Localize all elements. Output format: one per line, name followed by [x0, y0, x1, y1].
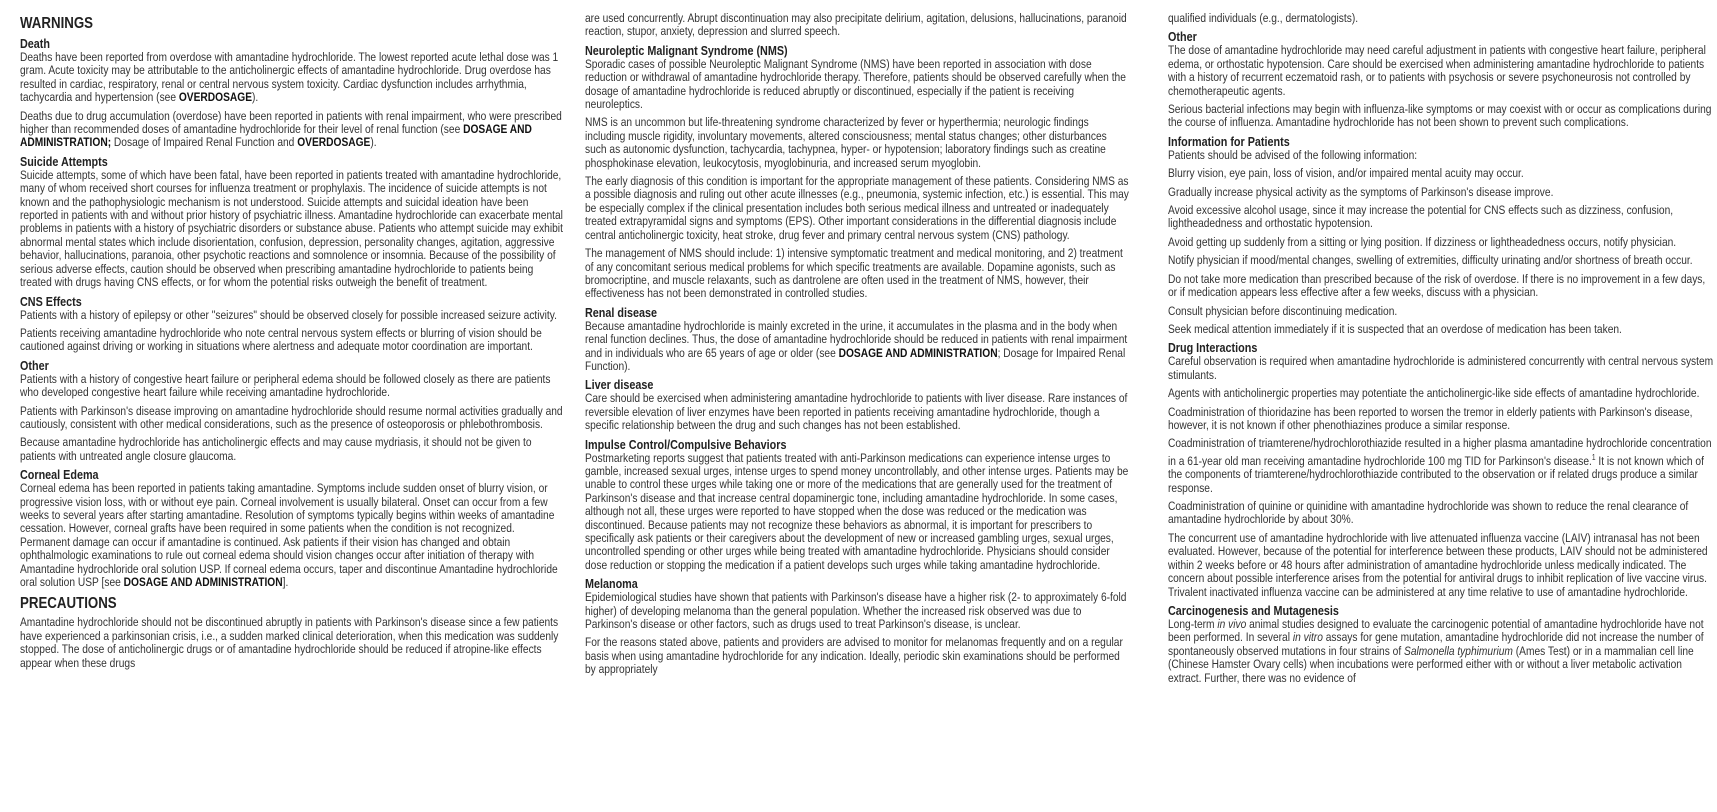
renal-heading: Renal disease [585, 304, 657, 320]
drug-paragraph-3: Coadministration of thioridazine has been reported to worsen the tremor in elderly patients with Parkinson's disease, however, it is not known if other phenothiazines produce a similar response. [1168, 404, 1693, 432]
info-paragraph-2: Gradually increase physical activity as the symptoms of Parkinson's disease improve. [1168, 184, 1554, 199]
carc-italic-3: Salmonella typhimurium [1404, 643, 1513, 658]
precautions-paragraph: Amantadine hydrochloride should not be discontinued abruptly in patients with Parkinson's disease since a few patients have experienced a parkinsonian crisis, i.e., a sudden marked clinical deterioration, when this medication was suddenly stopped. The dose of anticholinergic drugs or of amantadine hydrochloride should be reduced if atropine-like effects appear when these drugs [20, 615, 559, 670]
impulse-heading: Impulse Control/Compulsive Behaviors [585, 436, 787, 452]
death-text-2-mid: Dosage of Impaired Renal Function and [113, 135, 295, 150]
drug-paragraph-1: Careful observation is required when amantadine hydrochloride is administered concurrently with central nervous system stimulants. [1168, 354, 1714, 382]
corneal-ref: DOSAGE AND ADMINISTRATION [123, 575, 283, 589]
corneal-heading: Corneal Edema [20, 467, 99, 483]
column-1 [20, 12, 565, 675]
continued-paragraph: are used concurrently. Abrupt discontinuation may also precipitate delirium, agitation, delusions, hallucinations, paranoid reaction, stupor, anxiety, depression and slurred speech. [585, 11, 1127, 39]
footnote-marker: 1 [1591, 452, 1596, 462]
info-patients-heading: Information for Patients [1168, 133, 1290, 149]
carc-text-c: assays for gene mutation, amantadine hydrochloride did not increase the number of spontaneously observed mutations in four strains of [1168, 630, 1704, 658]
liver-paragraph: Care should be exercised when administering amantadine hydrochloride to patients with liver disease. Rare instances of reversible elevation of liver enzymes have been reported in patients receiving amantadine hydrochloride, though a specific relationship between the drug and such changes has not been established. [585, 391, 1128, 433]
drug-interactions-heading: Drug Interactions [1168, 340, 1258, 356]
other-paragraph-3: Because amantadine hydrochloride has anticholinergic effects and may cause mydriasis, it should not be given to patients with untreated angle closure glaucoma. [20, 435, 532, 463]
drug-text-4b: It is not known which of the components of triamterene/hydrochlorothiazide contributed to the observation or if related drugs produce a similar response. [1168, 453, 1704, 495]
nms-paragraph-3: The early diagnosis of this condition is important for the appropriate management of these patients. Considering NMS as a possible diagnosis and ruling out other acute illnesses (e.g., pneumonia, systemic infection, etc.) is essential. This may be especially complex if the clinical presentation includes both serious medical illness and untreated or inadequately treated extrapyramidal signs and symptoms (EPS). Other important considerations in the differential diagnosis include central anticholinergic toxicity, heat stroke, drug fever and primary central nervous system (CNS) pathology. [585, 174, 1129, 242]
nms-paragraph-1: Sporadic cases of possible Neuroleptic Malignant Syndrome (NMS) have been reported in association with dose reduction or withdrawal of amantadine hydrochloride therapy. Therefore, patients should be observed carefully when the dosage of amantadine hydrochloride is reduced abruptly or discontinued, especially if the patient is receiving neuroleptics. [585, 56, 1126, 112]
nms-paragraph-4: The management of NMS should include: 1) intensive symptomatic treatment and medical monitoring, and 2) treatment of any concomitant serious medical problems for which specific treatments are available. Dopamine agonists, such as bromocriptine, and muscle relaxants, such as dantrolene are often used in the treatment of NMS, however, their effectiveness has not been demonstrated in controlled studies. [585, 246, 1123, 301]
death-heading: Death [20, 36, 50, 51]
warnings-title: WARNINGS [20, 15, 94, 32]
melanoma-paragraph-2: For the reasons stated above, patients and providers are advised to monitor for melanomas frequently and on a regular basis when using amantadine hydrochloride for any indication. Ideally, periodic skin examinations should be performed by appropriately [585, 635, 1123, 677]
drug-paragraph-2: Agents with anticholinergic properties may potentiate the anticholinergic-like side effects of amantadine hydrochloride. [1168, 386, 1700, 401]
dosage-admin-ref: DOSAGE AND ADMINISTRATION; [20, 122, 532, 150]
melanoma-paragraph-1: Epidemiological studies have shown that patients with Parkinson's disease have a higher risk (2- to approximately 6-fold higher) of developing melanoma than the general population. Whether the increased risk observed was due to Parkinson's disease or other factors, such as drugs used to treat Parkinson's disease, is unclear. [585, 590, 1127, 632]
death-text-1-end: ). [252, 90, 259, 105]
other-heading: Other [20, 357, 49, 373]
suicide-heading: Suicide Attempts [20, 153, 108, 169]
info-paragraph-3: Avoid excessive alcohol usage, since it may increase the potential for CNS effects such as dizziness, confusion, lightheadedness and orthostatic hypotension. [1168, 203, 1674, 231]
other-paragraph-2: Patients with Parkinson's disease improving on amantadine hydrochloride should resume normal activities gradually and cautiously, consistent with other medical considerations, such as the presence of osteoporosis or phlebothrombosis. [20, 403, 563, 431]
death-paragraph-2 [20, 110, 565, 150]
melanoma-heading: Melanoma [585, 576, 638, 592]
suicide-paragraph: Suicide attempts, some of which have been fatal, have been reported in patients treated with amantadine hydrochloride, many of whom received short courses for influenza treatment or prophylaxis. The incidence of suicide attempts is not known and the pathophysiologic mechanism is not understood. Suicide attempts and suicidal ideation have been reported in patients with and without prior history of psychiatric illness. Amantadine hydrochloride can exacerbate mental problems in patients with a history of psychiatric disorders or substance abuse. Patients who attempt suicide may exhibit abnormal mental states which include disorientation, confusion, depression, personality changes, agitation, aggressive behavior, hallucinations, paranoia, other psychotic reactions and somnolence or insomnia. Because of the possibility of serious adverse effects, caution should be observed when prescribing amantadine hydrochloride to patients being treated with drugs having CNS effects, or for whom the potential risks outweigh the benefit of treatment. [20, 167, 563, 290]
impulse-paragraph: Postmarketing reports suggest that patients treated with anti-Parkinson medications can experience intense urges to gamble, increased sexual urges, intense urges to spend money uncontrollably, and other intense urges. Patients may be unable to control these urges while taking one or more of the medications that are generally used for the treatment of Parkinson's disease and that increase central dopaminergic tone, including amantadine hydrochloride. In some cases, although not all, these urges were reported to have stopped when the dose was reduced or the medication was discontinued. Because patients may not recognize these behaviors as abnormal, it is important for prescribers to specifically ask patients or their caregivers about the development of new or increased gambling urges, sexual urges, uncontrolled spending or other urges while being treated with amantadine hydrochloride. Physicians should consider dose reduction or stopping the medication if a patient develops such urges while taking amantadine hydrochloride. [585, 450, 1129, 572]
carc-italic-1: in vivo [1217, 616, 1247, 631]
column-2 [585, 12, 1130, 682]
info-paragraph-6: Do not take more medication than prescribed because of the risk of overdose. If there is no improvement in a few days, or if medication appears less effective after a few weeks, discuss with a physician. [1168, 271, 1706, 300]
death-text-2: Deaths due to drug accumulation (overdose) have been reported in patients with renal impairment, who were prescribed higher than recommended doses of amantadine hydrochloride for their level of renal function (see [20, 108, 562, 137]
other2-paragraph-2: Serious bacterial infections may begin with influenza-like symptoms or may coexist with or occur as complications during the course of influenza. Amantadine hydrochloride has not been shown to prevent such complications. [1168, 102, 1712, 130]
overdosage-ref: OVERDOSAGE [178, 90, 253, 105]
carcinogenesis-heading: Carcinogenesis and Mutagenesis [1168, 602, 1339, 618]
info-paragraph-5: Notify physician if mood/mental changes, swelling of extremities, difficulty urinating and/or shortness of breath occur. [1168, 253, 1693, 268]
carc-italic-2: in vitro [1292, 630, 1323, 645]
nms-paragraph-2: NMS is an uncommon but life-threatening syndrome characterized by fever or hyperthermia; neurologic findings including muscle rigidity, involuntary movements, altered consciousness; mental status changes; other disturbances such as autonomic dysfunction, tachycardia, tachypnea, hyper- or hypotension; laboratory findings such as creatine phosphokinase elevation, leukocytosis, myoglobinuria, and increased serum myoglobin. [585, 115, 1107, 170]
other2-paragraph-1: The dose of amantadine hydrochloride may need careful adjustment in patients with congestive heart failure, peripheral edema, or orthostatic hypotension. Care should be exercised when administering amantadine hydrochloride to patients with a history of recurrent eczematoid rash, or to patients with psychosis or severe psychoneurosis not controlled by chemotherapeutic agents. [1168, 43, 1706, 98]
renal-ref: DOSAGE AND ADMINISTRATION [838, 345, 998, 360]
renal-paragraph [585, 320, 1130, 374]
drug-paragraph-4 [1168, 437, 1713, 495]
carc-text-b: animal studies designed to evaluate the carcinogenic potential of amantadine hydrochloride have not been performed. In several [1168, 616, 1704, 645]
renal-text-end: ; Dosage for Impaired Renal Function). [585, 345, 1126, 373]
info-paragraph-0: Patients should be advised of the following information: [1168, 147, 1418, 162]
nms-heading: Neuroleptic Malignant Syndrome (NMS) [585, 42, 788, 58]
column-3 [1168, 12, 1713, 690]
info-paragraph-1: Blurry vision, eye pain, loss of vision, and/or impaired mental acuity may occur. [1168, 166, 1524, 181]
cns-paragraph-1: Patients with a history of epilepsy or other "seizures" should be observed closely for possible increased seizure activity. [20, 307, 557, 322]
corneal-paragraph [20, 482, 565, 589]
info-paragraph-7: Consult physician before discontinuing medication. [1168, 303, 1398, 318]
death-text-2-end: ). [370, 135, 377, 150]
renal-text: Because amantadine hydrochloride is mainly excreted in the urine, it accumulates in the plasma and in the body when renal function declines. Thus, the dose of amantadine hydrochloride should be reduced in patients with renal impairment and in individuals who are 65 years of age or older (see [585, 318, 1128, 360]
other-heading-2: Other [1168, 29, 1197, 45]
corneal-text-end: ]. [282, 575, 289, 589]
carcinogenesis-paragraph [1168, 618, 1713, 685]
overdosage-ref-2: OVERDOSAGE [297, 135, 371, 150]
drug-text-4a: Coadministration of triamterene/hydrochlorothiazide resulted in a higher plasma amantadine hydrochloride concentration in a 61-year old man receiving amantadine hydrochloride 100 mg TID for Parkinson's disease. [1168, 436, 1712, 468]
death-paragraph-1 [20, 51, 565, 105]
death-text-1: Deaths have been reported from overdose with amantadine hydrochloride. The lowest reported acute lethal dose was 1 gram. Acute toxicity may be attributable to the anticholinergic effects of amantadine hydrochloride. Drug overdose has resulted in cardiac, respiratory, renal or central nervous system toxicity. Cardiac dysfunction includes arrhythmia, tachycardia and hypertension (see [20, 50, 559, 105]
info-paragraph-8: Seek medical attention immediately if it is suspected that an overdose of medication has been taken. [1168, 321, 1622, 336]
other-paragraph-1: Patients with a history of congestive heart failure or peripheral edema should be followed closely as there are patients who developed congestive heart failure while receiving amantadine hydrochloride. [20, 371, 551, 400]
cns-paragraph-2: Patients receiving amantadine hydrochloride who note central nervous system effects or blurring of vision should be cautioned against driving or working in situations where alertness and adequate motor coordination are important. [20, 325, 542, 354]
corneal-text: Corneal edema has been reported in patients taking amantadine. Symptoms include sudden onset of blurry vision, or progressive vision loss, with or without eye pain. Corneal involvement is usually bilateral. Onset can occur from a few weeks to several years after starting amantadine. Resolution of symptoms typically begins within weeks of amantadine cessation. However, corneal grafts have been required in some patients when the condition is not recognized. Permanent damage can occur if amantadine is continued. Ask patients if their vision has changed and obtain ophthalmologic examinations to rule out corneal edema should vision changes occur after initiation of therapy with Amantadine hydrochloride oral solution USP. If corneal edema occurs, taper and discontinue Amantadine hydrochloride oral solution USP [see [20, 481, 558, 589]
continued-paragraph-3: qualified individuals (e.g., dermatologists). [1168, 11, 1359, 25]
liver-heading: Liver disease [585, 377, 654, 393]
precautions-title: PRECAUTIONS [20, 595, 117, 613]
carc-text-a: Long-term [1168, 616, 1218, 631]
info-paragraph-4: Avoid getting up suddenly from a sitting or lying position. If dizziness or lightheadedness occurs, notify physician. [1168, 234, 1677, 249]
drug-paragraph-5: Coadministration of quinine or quinidine with amantadine hydrochloride was shown to reduce the renal clearance of amantadine hydrochloride by about 30%. [1168, 499, 1689, 527]
cns-heading: CNS Effects [20, 293, 82, 309]
carc-text-d: (Ames Test) or in a mammalian cell line (Chinese Hamster Ovary cells) when incubations were performed either with or without a liver metabolic activation extract. Further, there was no evidence of [1168, 643, 1694, 685]
drug-paragraph-6: The concurrent use of amantadine hydrochloride with live attenuated influenza vaccine (LAIV) intranasal has not been evaluated. However, because of the potential for interference between these products, LAIV should not be administered within 2 weeks before or 48 hours after administration of amantadine hydrochloride unless medically indicated. The concern about possible interference arises from the potential for antiviral drugs to inhibit replication of live vaccine virus. Trivalent inactivated influenza vaccine can be administered at any time relative to use of amantadine hydrochloride. [1168, 530, 1708, 599]
